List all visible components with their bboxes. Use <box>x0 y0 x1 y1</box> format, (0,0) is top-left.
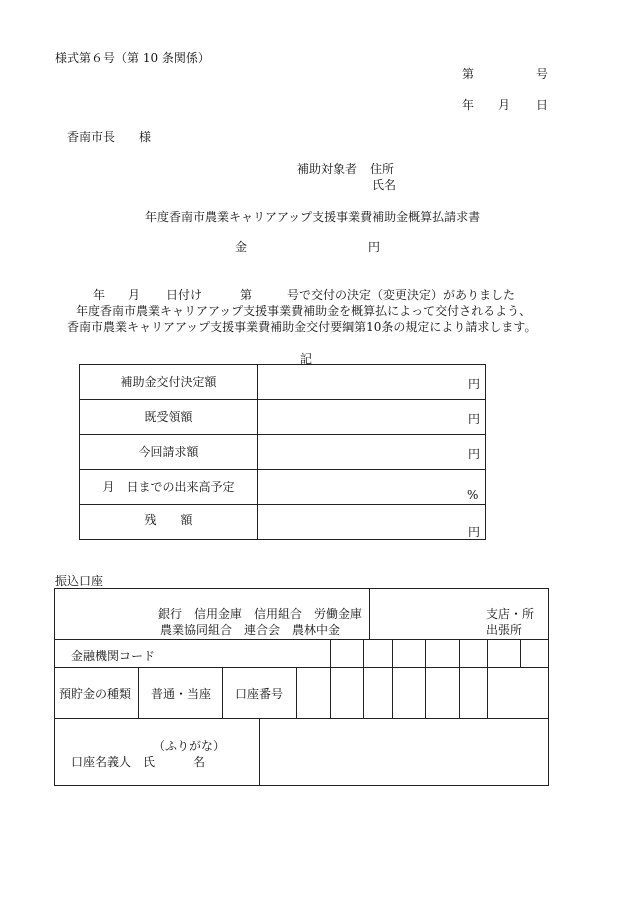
applicant-name-label: 氏名 <box>372 178 397 192</box>
summary-unit-received: 円 <box>468 412 481 426</box>
body-month: 月 <box>128 288 141 302</box>
date-year: 年 <box>462 98 475 112</box>
summary-unit-remaining: 円 <box>468 525 481 539</box>
body-year: 年 <box>93 288 106 302</box>
deposit-type-value: 普通・当座 <box>151 687 212 701</box>
institution-types-line2: 農業協同組合 連合会 農林中金 <box>160 623 341 637</box>
account-holder-label: 口座名義人 氏 <box>71 755 156 769</box>
institution-types-line1: 銀行 信用金庫 信用組合 労働金庫 <box>158 607 363 621</box>
summary-label-expected-progress: 月 日までの出来高予定 <box>102 480 235 494</box>
applicant-label: 補助対象者 <box>297 162 358 176</box>
addressee: 香南市長 様 <box>67 130 152 144</box>
bank-section-heading: 振込口座 <box>55 574 104 588</box>
summary-unit-expected-progress: % <box>467 488 479 502</box>
account-holder-suffix: 名 <box>193 755 206 769</box>
doc-number-suffix: 号 <box>536 67 549 81</box>
body-line2: 年度香南市農業キャリアアップ支援事業費補助金を概算払によって交付されるよう、 <box>76 304 532 318</box>
summary-label-decision-amount: 補助金交付決定額 <box>120 375 217 389</box>
summary-unit-decision-amount: 円 <box>468 377 481 391</box>
date-month: 月 <box>498 98 511 112</box>
account-number-label: 口座番号 <box>235 687 284 701</box>
branch-line2: 出張所 <box>486 623 523 637</box>
amount-suffix: 円 <box>368 240 381 254</box>
furigana-label: （ふりがな） <box>153 739 226 753</box>
date-day: 日 <box>536 98 549 112</box>
form-reference: 様式第６号（第 10 条関係） <box>55 51 210 65</box>
summary-label-remaining: 残 額 <box>144 513 193 527</box>
applicant-address-label: 住所 <box>370 162 395 176</box>
deposit-type-label: 預貯金の種類 <box>59 687 132 701</box>
amount-prefix: 金 <box>235 240 248 254</box>
body-no-prefix: 第 <box>240 288 253 302</box>
document-title: 年度香南市農業キャリアアップ支援事業費補助金概算払請求書 <box>145 210 481 224</box>
summary-label-current-request: 今回請求額 <box>138 445 199 459</box>
branch-line1: 支店・所 <box>486 607 535 621</box>
body-day: 日付け <box>166 288 203 302</box>
ki-heading: 記 <box>300 352 313 366</box>
body-line3: 香南市農業キャリアアップ支援事業費補助金交付要綱第10条の規定により請求します。 <box>67 320 537 334</box>
institution-code-label: 金融機関コード <box>71 649 156 663</box>
doc-number-prefix: 第 <box>462 67 475 81</box>
body-line1-rest: 号で交付の決定（変更決定）がありました <box>287 288 516 302</box>
summary-label-received: 既受領額 <box>144 410 193 424</box>
summary-unit-current-request: 円 <box>468 447 481 461</box>
